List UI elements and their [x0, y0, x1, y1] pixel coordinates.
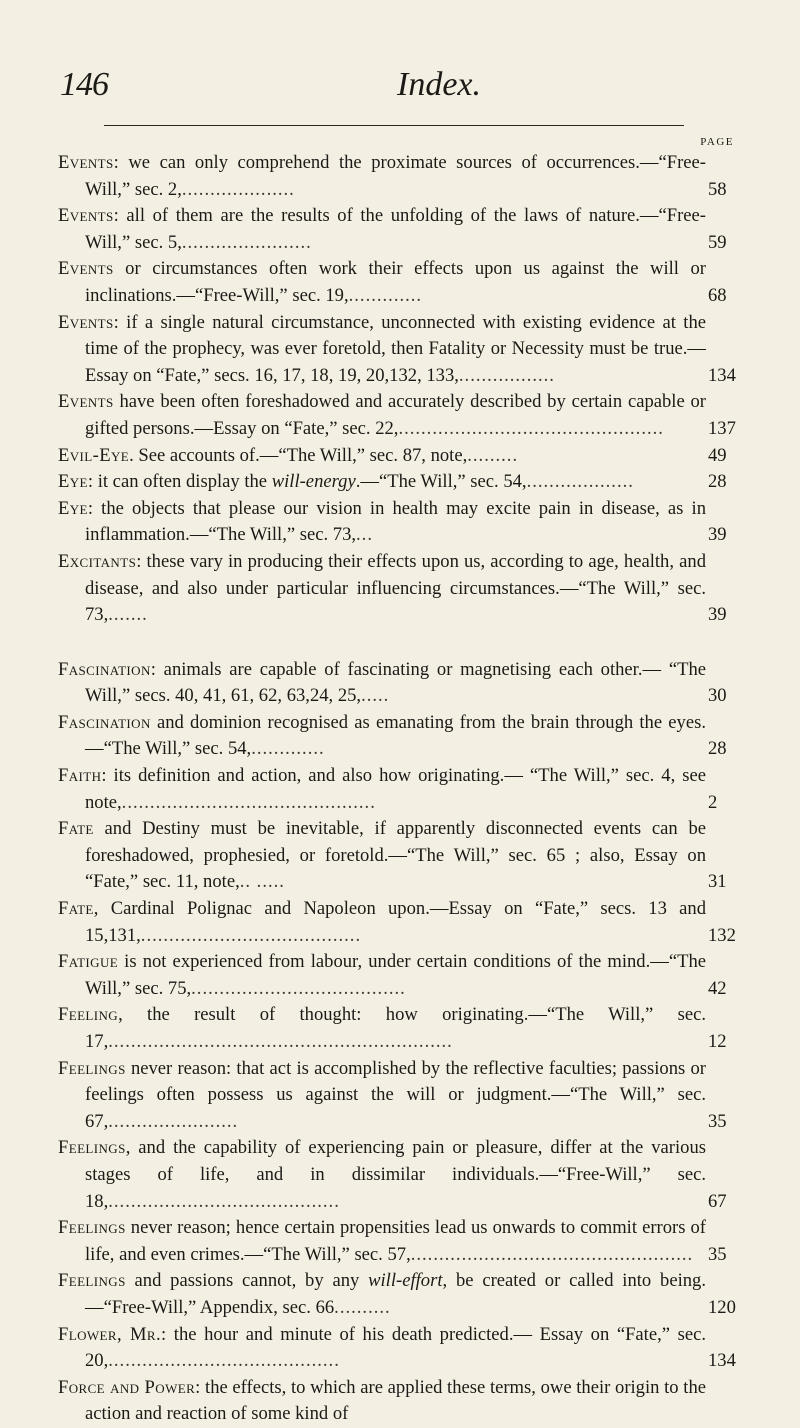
- page-reference: 39: [708, 524, 727, 546]
- dot-leader: .. .....: [239, 871, 285, 893]
- entry-text: or circumstances often work their effects upon us against the will or inclinations.—“Free-Will,” sec. 19,: [85, 258, 706, 306]
- dot-leader: .....: [361, 685, 390, 707]
- entry-heading: Fatigue: [58, 951, 119, 973]
- page-reference: 28: [708, 738, 727, 760]
- index-entry: [58, 469, 752, 496]
- header-rule: [104, 125, 684, 126]
- entry-text-continued: 24, 25,: [309, 685, 362, 707]
- page-reference: 2: [708, 791, 718, 813]
- page-reference: 120: [708, 1296, 736, 1318]
- page-number: 146: [60, 66, 108, 103]
- entry-text: , the result of thought: how originating.—“The Will,” sec. 17,: [85, 1004, 706, 1052]
- entry-emphasis: will-effort: [368, 1270, 443, 1292]
- entry-heading: Fascination: [58, 658, 151, 680]
- page-reference: 12: [708, 1031, 727, 1052]
- entry-text: , and the capability of experiencing pain or pleasure, differ at the various stages of life, and in dissimilar individuals.—“Free-Will,” sec. 18,: [85, 1137, 706, 1212]
- page-reference: 35: [708, 1110, 727, 1132]
- entry-text: : the objects that please our vision in health may excite pain in disease, as in inflammation.—“The Will,” sec. 73,: [85, 497, 706, 546]
- entry-text-continued: , be created or called into being.—“Free-Will,” Appendix, sec. 66: [85, 1270, 706, 1318]
- dot-leader: .........................................: [108, 1190, 340, 1212]
- index-entry: [58, 763, 752, 816]
- index-entry: [58, 710, 752, 763]
- entry-heading: Events: [58, 391, 114, 413]
- entry-heading: Fascination: [58, 711, 151, 733]
- dot-leader: .......: [108, 604, 148, 626]
- dot-leader: .......................: [108, 1110, 239, 1132]
- entry-text: : its definition and action, and also how originating.— “The Will,” sec. 4, see note,: [85, 765, 706, 813]
- page-reference: 31: [708, 871, 727, 893]
- entry-heading: Excitants: [58, 550, 137, 572]
- page-reference: 58: [708, 178, 727, 200]
- entry-text: and Destiny must be inevitable, if apparently disconnected events can be foreshadowed, prophesied, or foretold.—“The Will,” sec. 65 ; also, Essay on “Fate,” sec. 11, note,: [85, 818, 706, 893]
- page-reference: 134: [708, 364, 736, 386]
- index-entry: [58, 256, 752, 309]
- index-entry: [58, 949, 752, 1002]
- dot-leader: ....................: [181, 178, 295, 200]
- entry-text: : the hour and minute of his death predicted.— Essay on “Fate,” sec. 20,: [85, 1323, 706, 1372]
- entry-text: and dominion recognised as emanating from the brain through the eyes.—“The Will,” sec. 54,: [85, 711, 706, 760]
- page-reference: 132: [708, 924, 736, 946]
- index-entry: [58, 657, 752, 710]
- index-entry: [58, 1002, 752, 1055]
- entry-heading: Eye: [58, 471, 88, 493]
- index-entry: [58, 1268, 752, 1321]
- page-reference: 39: [708, 604, 727, 626]
- entry-heading: Feelings: [58, 1270, 126, 1292]
- index-entry: [58, 203, 752, 256]
- index-entry: [58, 549, 752, 629]
- entry-text: : the effects, to which are applied these terms, owe their origin to the action and reaction of some kind of: [85, 1376, 706, 1425]
- dot-leader: ..........: [334, 1296, 391, 1318]
- index-entry: [58, 496, 752, 549]
- entry-heading: Feelings: [58, 1057, 126, 1079]
- entry-heading: Events: [58, 205, 114, 227]
- dot-leader: ...: [356, 524, 373, 546]
- entry-heading: Feelings: [58, 1137, 126, 1159]
- page-reference: 42: [708, 977, 727, 999]
- entry-text: : it can often display the: [87, 471, 272, 493]
- entry-heading: Evil-Eye: [58, 444, 130, 466]
- dot-leader: .................: [458, 364, 555, 386]
- page-reference: 134: [708, 1350, 736, 1372]
- entry-text-continued: .—“The Will,” sec. 54,: [355, 471, 527, 493]
- entry-heading: Flower, Mr.: [58, 1323, 162, 1345]
- entry-heading: Faith: [58, 765, 102, 787]
- index-entry: [58, 1375, 752, 1428]
- index-entry: [58, 310, 752, 390]
- dot-leader: .............: [251, 738, 325, 760]
- page-reference: 49: [708, 444, 727, 466]
- entry-text: : we can only comprehend the proximate sources of occurrences.—“Free-Will,” sec. 2,: [85, 152, 706, 200]
- dot-leader: ......................................: [191, 977, 406, 999]
- running-head: [52, 66, 748, 116]
- page-reference: 137: [708, 417, 736, 439]
- index-entry: [58, 816, 752, 896]
- dot-leader: ..................................................: [410, 1243, 694, 1265]
- entry-text: : these vary in producing their effects upon us, according to age, health, and disease, and also under particular influencing circumstances.—“The Will,” sec. 73,: [85, 550, 706, 626]
- entry-text-continued: 131,: [108, 924, 141, 946]
- index-entry: [58, 1135, 752, 1215]
- page-reference: 67: [708, 1190, 727, 1212]
- entry-text: never reason: that act is accomplished by the reflective faculties; passions or feelings often possess us against the will or judgment.—“The Will,” sec. 67,: [85, 1057, 706, 1132]
- entry-text: is not experienced from labour, under certain conditions of the mind.—“The Will,” sec. 75,: [85, 951, 706, 999]
- dot-leader: .............: [348, 284, 423, 306]
- entry-heading: Feelings: [58, 1217, 126, 1239]
- entry-text: . See accounts of.—“The Will,” sec. 87, note,: [129, 444, 468, 466]
- entry-heading: Feeling: [58, 1004, 119, 1026]
- entry-heading: Events: [58, 311, 114, 333]
- page-reference: 68: [708, 284, 727, 306]
- index-entry: [58, 150, 752, 203]
- entry-text: : animals are capable of fascinating or magnetising each other.— “The Will,” secs. 40, 41, 61, 62, 63,: [85, 658, 706, 707]
- entry-text: : all of them are the results of the unfolding of the laws of nature.—“Free-Will,” sec. 5,: [85, 205, 706, 253]
- entry-text: never reason; hence certain propensities lead us onwards to commit errors of life, and even crimes.—“The Will,” sec. 57,: [85, 1217, 706, 1265]
- entry-text: , Cardinal Polignac and Napoleon upon.—Essay on “Fate,” secs. 13 and 15,: [85, 898, 706, 946]
- entry-heading: Fate: [58, 818, 94, 840]
- index-entry: [58, 1322, 752, 1375]
- entry-heading: Events: [58, 258, 114, 280]
- entry-text: have been often foreshadowed and accurately described by certain capable or gifted persons.—Essay on “Fate,” sec. 22,: [85, 391, 706, 439]
- entry-heading: Force and Power: [58, 1376, 196, 1398]
- entry-text: and passions cannot, by any: [125, 1270, 369, 1292]
- page-reference: 28: [708, 471, 727, 493]
- entry-heading: Eye: [58, 497, 88, 519]
- dot-leader: .............................................: [121, 791, 376, 813]
- entry-heading: Fate: [58, 898, 94, 920]
- page-reference: 35: [708, 1243, 727, 1265]
- header-title: Index.: [397, 66, 482, 103]
- dot-leader: .........................................: [108, 1350, 340, 1372]
- page-reference: 30: [708, 685, 727, 707]
- index-entry: [58, 1056, 752, 1136]
- index-entries: [58, 150, 752, 1428]
- dot-leader: .......................: [181, 231, 312, 253]
- index-entry: [58, 389, 752, 442]
- index-entry: [58, 443, 752, 470]
- dot-leader: ...............................................: [398, 417, 664, 439]
- entry-heading: Events: [58, 152, 114, 173]
- page-reference: 59: [708, 231, 727, 253]
- dot-leader: .............................................................: [108, 1031, 453, 1052]
- index-entry: [58, 896, 752, 949]
- entry-text-continued: 132, 133,: [389, 364, 459, 386]
- dot-leader: .......................................: [140, 924, 362, 946]
- entry-emphasis: will-energy: [271, 471, 356, 493]
- page-column-label: PAGE: [700, 136, 734, 148]
- dot-leader: ...................: [526, 471, 634, 493]
- index-entry: [58, 1215, 752, 1268]
- dot-leader: .........: [467, 444, 519, 466]
- entry-text: : if a single natural circumstance, unconnected with existing evidence at the time of the prophecy, was ever foretold, then Fatality or Necessity must be true.—Essay on “Fate,” secs. 16, 17, 18, 19, 20,: [85, 311, 706, 386]
